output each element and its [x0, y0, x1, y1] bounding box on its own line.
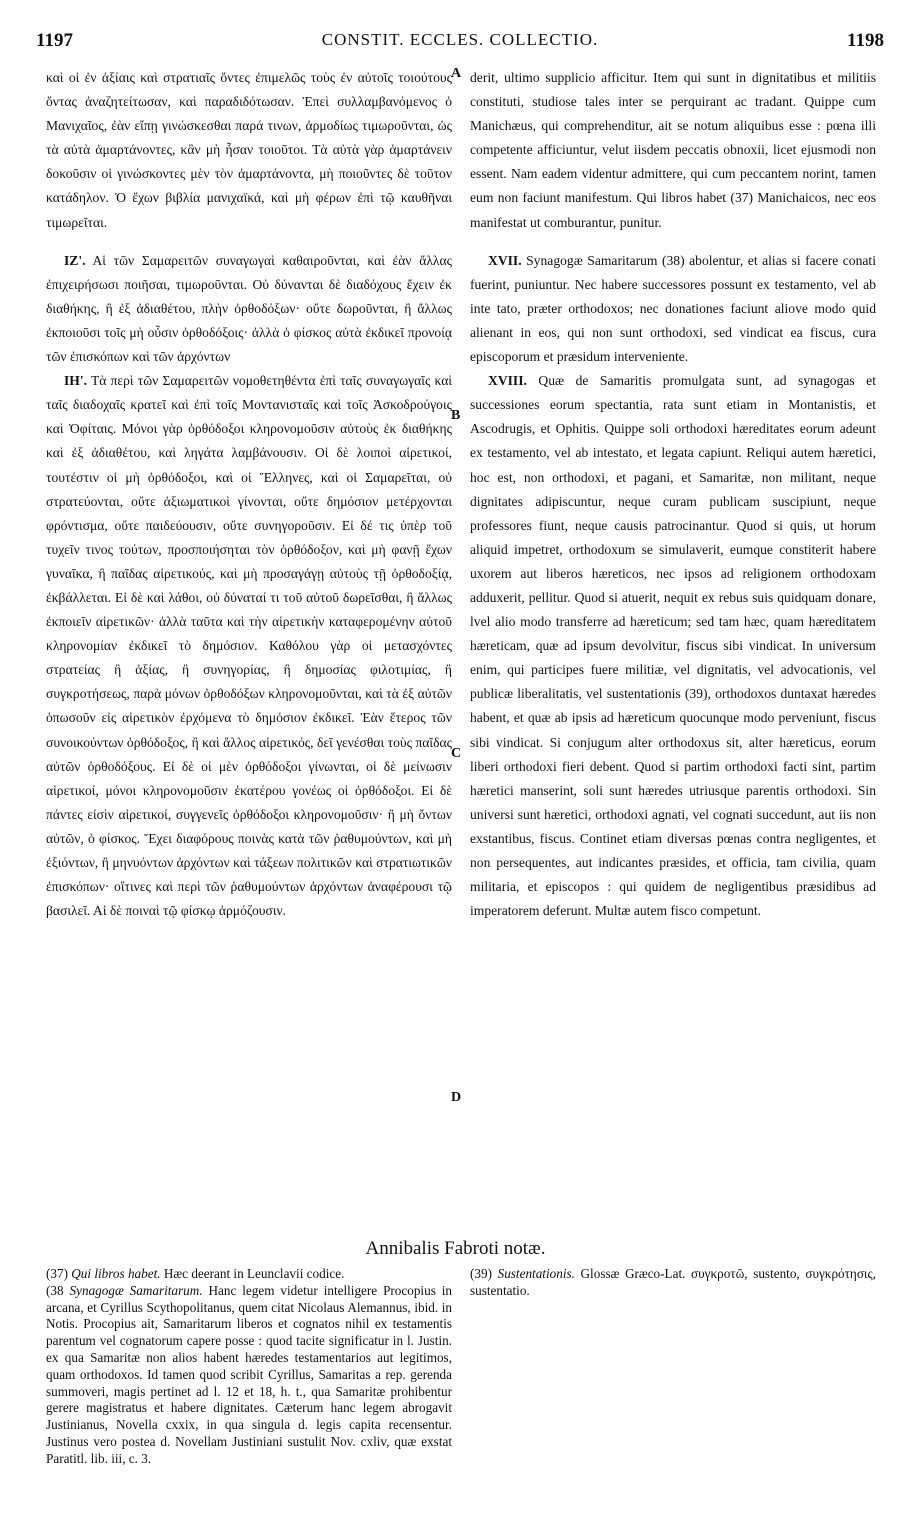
latin-paragraph	[470, 249, 876, 369]
margin-marker-a: A	[451, 66, 462, 81]
section-number: XVIII.	[488, 373, 527, 389]
greek-paragraph	[46, 249, 452, 369]
notes-title: Annibalis Fabroti notæ.	[365, 1238, 546, 1259]
greek-paragraph-text: Τὰ περὶ τῶν Σαμαρειτῶν νομοθετηθέντα ἐπὶ ταῖς συναγωγαῖς καὶ ταῖς διαδοχαῖς κρατεῖ καὶ ἐπὶ τοῖς Μοντανισταῖς καὶ τοῖς Ἀσκοδρούγοις καὶ Ὀφίταις. Μόνοι γὰρ ὀρθόδοξοι κληρονομοῦσιν αὐτοὺς ἐκ διαθήκης καὶ ἐξ ἀδιαθέτου, καὶ ληγάτα λαμβάνουσιν. Οἱ δὲ λοιποὶ αἱρετικοί, τουτέστιν οἱ μὴ ὀρθόδοξοι, καὶ οἱ Ἕλληνες, καὶ οἱ Σαμαρεῖται, οὐ στρατεύονται, οὔτε ἀξιωματικοὶ γίνονται, οὔτε δημόσιον μετέρχονται φρόντισμα, οὔτε παιδεύουσιν, οὔτε συνηγοροῦσιν. Εἰ δέ τις ὑπὲρ τοῦ τυχεῖν τινος τούτων, προσποιήσηται τὸν ὀρθόδοξον, καὶ μὴ φανῇ ἔχων γυναῖκα, ἢ παῖδας αἱρετικούς, καὶ μὴ προσαγάγῃ αὐτοὺς τῇ ὀρθοδοξίᾳ, ἐκβάλλεται. Εἰ δὲ καὶ λάθοι, οὐ δύναταί τι τοῦ αὐτοῦ δωρεῖσθαι, ἢ ἄλλως ἐκποιεῖν αἱρετικῶν· ἀλλὰ ταῦτα καὶ τὴν αἱρετικὴν καταφερομένην αὐτοῦ κληρονομίαν ἐκδικεῖ τὸ δημόσιον. Καθόλου γὰρ οἱ μετασχόντες στρατείας ἢ ἀξίας, ἢ συνηγορίας, ἢ δημοσίας φιλοτιμίας, ἢ συγκροτήσεως, παρὰ μόνων ὀρθοδόξων κληρονομοῦνται, καὶ τὰ ἐξ αὐτῶν ὁπωσοῦν εἰς αἱρετικὸν ἐρχόμενα τὸ δημόσιον ἐκδικεῖ. Ἐὰν ἕτερος τῶν συνοικούντων ὀρθόδοξος, ἢ καὶ ἄλλος αἱρετικός, δεῖ γενέσθαι τοὺς παῖδας αὐτῶν ὀρθοδόξους. Εἰ δὲ οἱ μὲν ὀρθόδοξοι γίνωνται, οἱ δὲ μείνωσιν αἱρετικοί, μόνοι κληρονομοῦσιν ἑκατέρου γονέως οἱ ὀρθόδοξοι. Εἰ δὲ πάντες εἰσὶν αἱρετικοί, συγγενεῖς ὀρθόδοξοι κληρονομοῦσιν· ἢ μὴ ὄντων αὐτῶν, ὁ φίσκος. Ἔχει διαφόρους ποινὰς κατὰ τῶν ῥαθυμούντων, καὶ μὴ ἐξιόντων, ἢ μηνυόντων ἀρχόντων καὶ τάξεων πολιτικῶν καὶ στρατιωτικῶν ἐπισκόπων· οἵτινες καὶ περὶ τῶν ῥαθυμούντων ἀρχόντων ἀναφέρουσι τῷ βασιλεῖ. Αἱ δὲ ποιναὶ τῷ φίσκῳ ἁρμόζουσιν.	[46, 373, 452, 919]
greek-column	[46, 66, 452, 923]
margin-marker-d: D	[451, 1090, 462, 1105]
section-number: ΙΖ'.	[64, 252, 86, 268]
greek-paragraph-text: Αἱ τῶν Σαμαρειτῶν συναγωγαὶ καθαιροῦνται, καὶ ἐὰν ἄλλας ἐπιχειρήσωσι ποιῆσαι, τιμωροῦνται. Οὐ δύνανται δὲ διαδόχους ἔχειν ἐκ διαθήκης, ἢ ἐξ ἀδιαθέτου, πλὴν ὀρθοδόξων· οὔτε δωροῦνται, ἢ ἄλλως ἐκποιοῦσι τοῖς μὴ οὖσιν ὀρθοδόξοις· ἀλλὰ ὁ φίσκος αὐτὰ ἐκδικεῖ προνοίᾳ τῶν ἐπισκόπων καὶ τῶν ἀρχόντων	[46, 252, 453, 365]
footnote-heading: Synagogæ Samaritarum.	[69, 1282, 203, 1298]
left-page-number: 1197	[36, 30, 73, 51]
notes-left-column	[46, 1266, 452, 1468]
section-number: ΙΗ'.	[64, 373, 88, 389]
right-page-number: 1198	[847, 30, 884, 51]
notes-right-column	[470, 1266, 876, 1300]
latin-paragraph: derit, ultimo supplicio afficitur. Item qui sunt in dignitatibus et militiis constituti, studiose tales inter se perquirant ac tradant. Quippe cum Manichæus, qui comprehenditur, ait se notum aliquibus esse : pœna illi competente afficiuntur, velut iisdem peccatis obnoxii, licet ejusmodi non essent. Nam eadem videntur admittere, qui cum peccantem norint, tamen eum non faciunt manifestum. Qui libros habet (37) Manichaicos, nec eos manifestat ut comburantur, punitur.	[470, 70, 876, 230]
greek-paragraph: καὶ οἱ ἐν ἀξίαις καὶ στρατιαῖς ὄντες ἐπιμελῶς τοὺς ἐν αὐτοῖς τοιούτους ὄντας ἀναζητείτωσαν, καὶ παραδιδότωσαν. Ἐπεὶ συλλαμβανόμενος ὁ Μανιχαῖος, ἐὰν εἴπῃ γινώσκεσθαι παρά τινων, ἀρμοδίως τιμωροῦνται, ὡς τὰ αὐτὰ ἁμαρτάνοντες, κἂν μὴ ἦσαν τοιοῦτοι. Τὰ αὐτὰ γὰρ ἁμαρτάνειν δοκοῦσιν οἱ γινώσκοντες μὲν τὸν ἁμαρτάνοντα, μὴ ποιοῦντες δὲ τοῦτον κατάδηλον. Ὁ ἔχων βιβλία μανιχαϊκά, καὶ μὴ φέρων ἐπὶ τῷ καυθῆναι τιμωρεῖται.	[46, 70, 452, 230]
latin-paragraph-text: Quæ de Samaritis promulgata sunt, ad synagogas et successiones eorum spectantia, rata sunt etiam in Montanistis, et Ascodrugis, et Ophitis. Quippe soli orthodoxi hæreditates eorum adeunt ex testamento, vel ab intestato, et legata capiunt. Reliqui autem hæretici, hoc est, non orthodoxi, et pagani, et Samaritæ, non militant, neque dignitates adipiscuntur, neque curam publicam suscipiunt, neque professores fiunt, neque causis patrocinantur. Quod si quis, ut horum aliquid impetret, orthodoxum se simulaverit, eumque constiterit habere uxorem aut liberos hæreticos, nec ipsos ad religionem orthodoxam adduxerit, pellitur. Quod si atuerit, nequit ex rebus suis quidquam donare, lvel alio modo transferre ad hæreticum; sed tam hæc, quam hæreditatem hæreticam, quæ ad ipsum devolvitur, fiscus sibi vindicat. In universum enim, qui participes fuere militiæ, vel dignitatis, vel advocationis, vel publicæ liberalitatis, vel sustentationis (39), orthodoxos duntaxat hæredes habent, et quæ ab ipsis ad hæreticum quocunque modo perveniunt, fiscus sibi vindicat. Si conjugum alter orthodoxus sit, alter hæreticus, eorum liberi orthodoxi fieri debent. Quod si partim orthodoxi facti sint, partim hæretici manserint, soli sunt hæredes utriusque parentis orthodoxi. Sin universi sunt hæretici, orthodoxi agnati, vel cognati succedunt, aut iis non exstantibus, fiscus. Continet etiam diversas pœnas contra negligentes, et non persequentes, aut indicantes præsides, et officia, tam civilia, quam militaria, et episcopos : qui quidem de negligentibus præsidibus ad imperatorem deferunt. Multæ autem fisco competunt.	[470, 373, 876, 919]
section-number: XVII.	[488, 252, 522, 268]
running-title: CONSTIT. ECCLES. COLLECTIO.	[321, 30, 599, 49]
page-header	[36, 30, 884, 58]
latin-paragraph-text: Synagogæ Samaritarum (38) abolentur, et alias si facere conati fuerint, puniuntur. Nec habere successores possunt ex testamento, vel ab inte tato, præter orthodoxos; nec donationes faciunt aliove modo quid alienant in eos, qui non sunt orthodoxi, sed vindicat ea fiscus, cura episcoporum et præsidum interveniente.	[470, 252, 876, 365]
margin-markers	[451, 66, 469, 1266]
latin-paragraph	[470, 369, 876, 923]
footnote-38: (38 Synagogæ Samaritarum. Hanc legem videtur intelligere Procopius in arcana, et Cyrillus Scythopolitanus, quem citat Nicolaus Alemannus, ibid. in Notis. Procopius ait, Samaritarum liberos et cognatos nihil ex testamentis parentum vel cognatorum capere posse : quod tacite significatur in l. Justin. ex qua Samaritæ non alios habent hæredes testamentarios aut legitimos, quam orthodoxos. Id tamen quod scribit Cyrillus, Samaritas a rep. gerenda summoveri, magis pertinet ad l. 12 et 18, h. t., qua Samaritæ prohibentur gerere magistratus et habere dignitates. Cæterum hanc legem abrogavit Justinianus, Novella cxxix, in qua singula d. legis capita recensentur. Justinus vero postea d. Novellam Justiniani sustulit Nov. cxliv, quæ exstat Paratitl. lib. iii, c. 3.	[46, 1282, 453, 1466]
margin-marker-c: C	[451, 746, 462, 761]
footnote-heading: Qui libros habet.	[71, 1266, 161, 1281]
latin-column	[470, 66, 876, 923]
footnote-37: (37) Qui libros habet. Hæc deerant in Leunclavii codice.	[46, 1266, 345, 1281]
footnote-39: (39) Sustentationis. Glossæ Græco-Lat. συγκροτῶ, sustento, συγκρότησις, sustentatio.	[470, 1266, 877, 1298]
margin-marker-b: B	[451, 408, 461, 423]
footnote-heading: Sustentationis.	[497, 1266, 575, 1281]
greek-paragraph	[46, 369, 452, 923]
